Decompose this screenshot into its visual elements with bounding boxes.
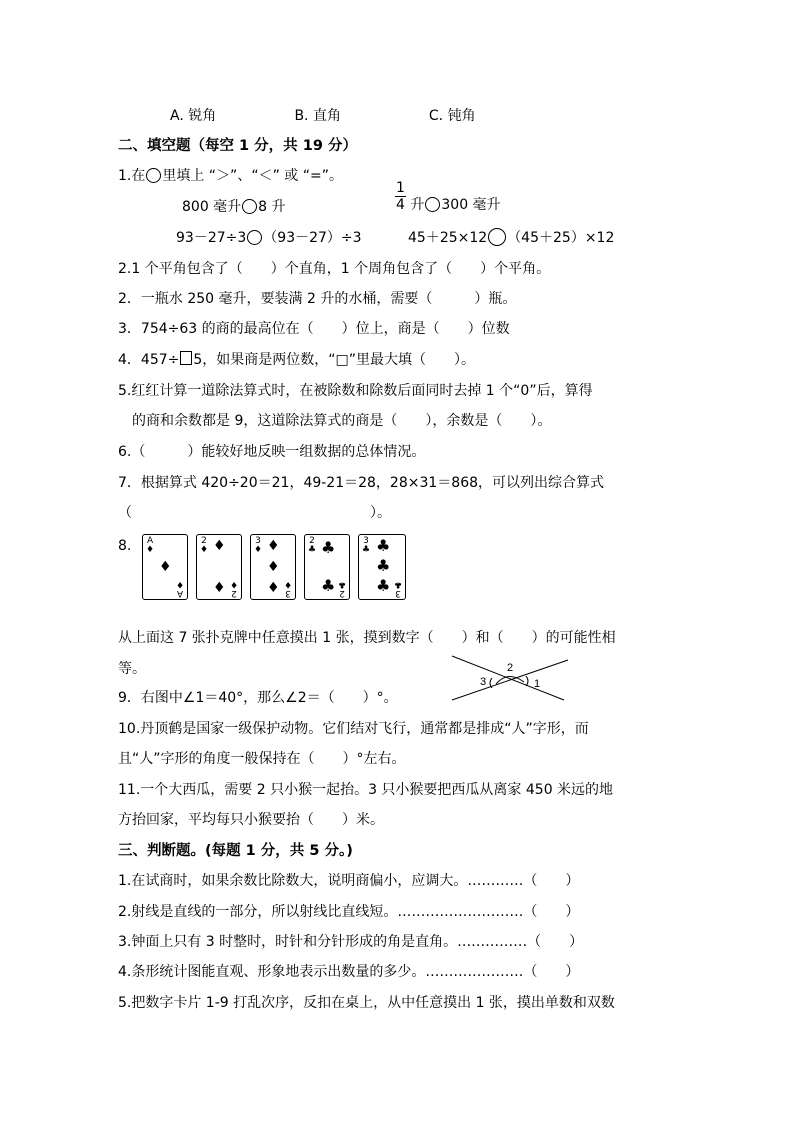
- q1-item-b: [395, 180, 501, 213]
- q1-c-right: （93－27）÷3: [263, 230, 362, 246]
- club-icon: ♣: [362, 545, 371, 555]
- card-2-diamond: [196, 534, 242, 600]
- card-rank: A: [146, 536, 154, 546]
- club-icon: ♣: [321, 538, 336, 557]
- q5-line1: 5.红红计算一道除法算式时，在被除数和除数后面同时去掉 1 个“0”后，算得: [118, 383, 593, 399]
- diamond-icon: ♦: [213, 538, 226, 554]
- angle-label-3: 3: [480, 676, 487, 688]
- diamond-icon: ♦: [267, 580, 280, 596]
- q1-a-left: 800 毫升: [182, 199, 242, 215]
- q1-item-d: [408, 228, 614, 248]
- club-icon: ♣: [376, 576, 391, 595]
- card-rank: 2: [309, 536, 315, 546]
- q4-pre: 4．457÷: [118, 352, 180, 368]
- q2b: 2．一瓶水 250 毫升，要装满 2 升的水桶，需要（ ）瓶。: [118, 291, 517, 307]
- card-rank: 3: [285, 588, 291, 598]
- choice-b: B. 直角: [294, 108, 341, 124]
- q1-b-right: 300 毫升: [441, 196, 501, 213]
- angle-label-1: 1: [534, 678, 541, 690]
- compare-circle-icon[interactable]: [488, 228, 506, 246]
- compare-circle-icon[interactable]: [425, 197, 440, 212]
- q8-line1: 从上面这 7 张扑克牌中任意摸出 1 张，摸到数字（ ）和（ ）的可能性相: [118, 630, 616, 646]
- compare-circle-icon: [146, 168, 161, 183]
- q10-line2: 且“人”字形的角度一般保持在（ ）°左右。: [118, 751, 406, 767]
- q8-label: 8.: [118, 538, 132, 554]
- card-rank: 3: [255, 536, 261, 546]
- card-3-club: [358, 534, 406, 600]
- diamond-icon: ♦: [200, 545, 209, 555]
- card-rank: 3: [363, 536, 369, 546]
- choice-row: [170, 106, 476, 126]
- card-rank: 2: [339, 588, 345, 598]
- club-icon: ♣: [308, 545, 317, 555]
- q11-line2: 方抬回家，平均每只小猴要抬（ ）米。: [118, 812, 384, 828]
- diamond-icon: ♦: [159, 559, 172, 575]
- blank-square-icon: [180, 351, 192, 365]
- q1-d-right: （45＋25）×12: [507, 230, 615, 246]
- q1-stem: [118, 166, 343, 186]
- q7-line1: 7．根据算式 420÷20＝21，49-21＝28，28×31＝868，可以列出综合算式: [118, 475, 605, 491]
- judge-item-1: 1.在试商时，如果余数比除数大，说明商偏小，应调大。…………（ ）: [118, 873, 580, 889]
- angle-diagram: [448, 654, 572, 704]
- judge-item-4: 4.条形统计图能直观、形象地表示出数量的多少。…………………（ ）: [118, 964, 580, 980]
- compare-circle-icon[interactable]: [247, 230, 262, 245]
- compare-circle-icon[interactable]: [242, 199, 257, 214]
- card-3-diamond: [250, 534, 296, 600]
- choice-c: C. 钝角: [428, 108, 476, 124]
- q1-item-a: [182, 197, 286, 217]
- angle-arc-right: [526, 676, 528, 686]
- club-icon: ♣: [393, 579, 402, 589]
- q1-prefix: 1.在: [118, 168, 146, 184]
- q3: 3．754÷63 的商的最高位在（ ）位上，商是（ ）位数: [118, 321, 510, 337]
- card-rank: 2: [201, 536, 207, 546]
- club-icon: ♣: [376, 536, 391, 555]
- club-icon: ♣: [337, 579, 346, 589]
- card-2-club: [304, 534, 350, 600]
- judge-item-2: 2.射线是直线的一部分，所以射线比直线短。………………………（ ）: [118, 904, 580, 920]
- diamond-icon: ♦: [146, 545, 155, 555]
- q5-line2: 的商和余数都是 9，这道除法算式的商是（ ），余数是（ ）。: [132, 413, 552, 429]
- card-rank: A: [176, 588, 184, 598]
- diamond-icon: ♦: [229, 579, 238, 589]
- section3-title: 三、判断题。(每题 1 分，共 5 分。): [118, 843, 353, 859]
- diamond-icon: ♦: [267, 538, 280, 554]
- section2-title: 二、填空题（每空 1 分，共 19 分）: [118, 138, 357, 154]
- q1-c-left: 93－27÷3: [176, 230, 247, 246]
- q2: 2.1 个平角包含了（ ）个直角，1 个周角包含了（ ）个平角。: [118, 261, 551, 277]
- angle-label-2: 2: [507, 662, 514, 674]
- q11-line1: 11.一个大西瓜，需要 2 只小猴一起抬。3 只小猴要把西瓜从离家 450 米远的地: [118, 782, 614, 798]
- q9: 9．右图中∠1＝40°，那么∠2＝（ ）°。: [118, 690, 398, 706]
- diamond-icon: ♦: [267, 559, 280, 575]
- q4-post: 5，如果商是两位数，“□”里最大填（ ）。: [193, 352, 475, 368]
- q4: [118, 350, 475, 370]
- club-icon: ♣: [376, 556, 391, 575]
- q1-b-left: 升: [410, 196, 425, 213]
- judge-item-3: 3.钟面上只有 3 时整时，时针和分针形成的角是直角。……………（ ）: [118, 934, 584, 950]
- card-rank: 3: [395, 588, 401, 598]
- q10-line1: 10.丹顶鹤是国家一级保护动物。它们结对飞行，通常都是排成“人”字形，而: [118, 721, 589, 737]
- judge-item-5: 5.把数字卡片 1-9 打乱次序，反扣在桌上，从中任意摸出 1 张，摸出单数和双数: [118, 995, 615, 1011]
- q8-line2: 等。: [118, 661, 146, 677]
- q1-item-c: [176, 228, 362, 248]
- choice-a: A. 锐角: [170, 108, 217, 124]
- q1-d-left: 45＋25×12: [408, 230, 488, 246]
- diamond-icon: ♦: [213, 580, 226, 596]
- q7-line2: （ ）。: [118, 505, 391, 521]
- diamond-icon: ♦: [254, 545, 263, 555]
- card-rank: 2: [231, 588, 237, 598]
- club-icon: ♣: [321, 576, 336, 595]
- diamond-icon: ♦: [175, 579, 184, 589]
- diamond-icon: ♦: [283, 579, 292, 589]
- q1-suffix: 里填上 “＞”、“＜” 或 “=”。: [162, 168, 343, 184]
- q6: 6.（ ）能较好地反映一组数据的总体情况。: [118, 444, 426, 460]
- fraction-one-quarter: $\frac{1}{4}$: [396, 180, 405, 213]
- card-a-diamond: [142, 534, 188, 600]
- q1-a-right: 8 升: [258, 199, 286, 215]
